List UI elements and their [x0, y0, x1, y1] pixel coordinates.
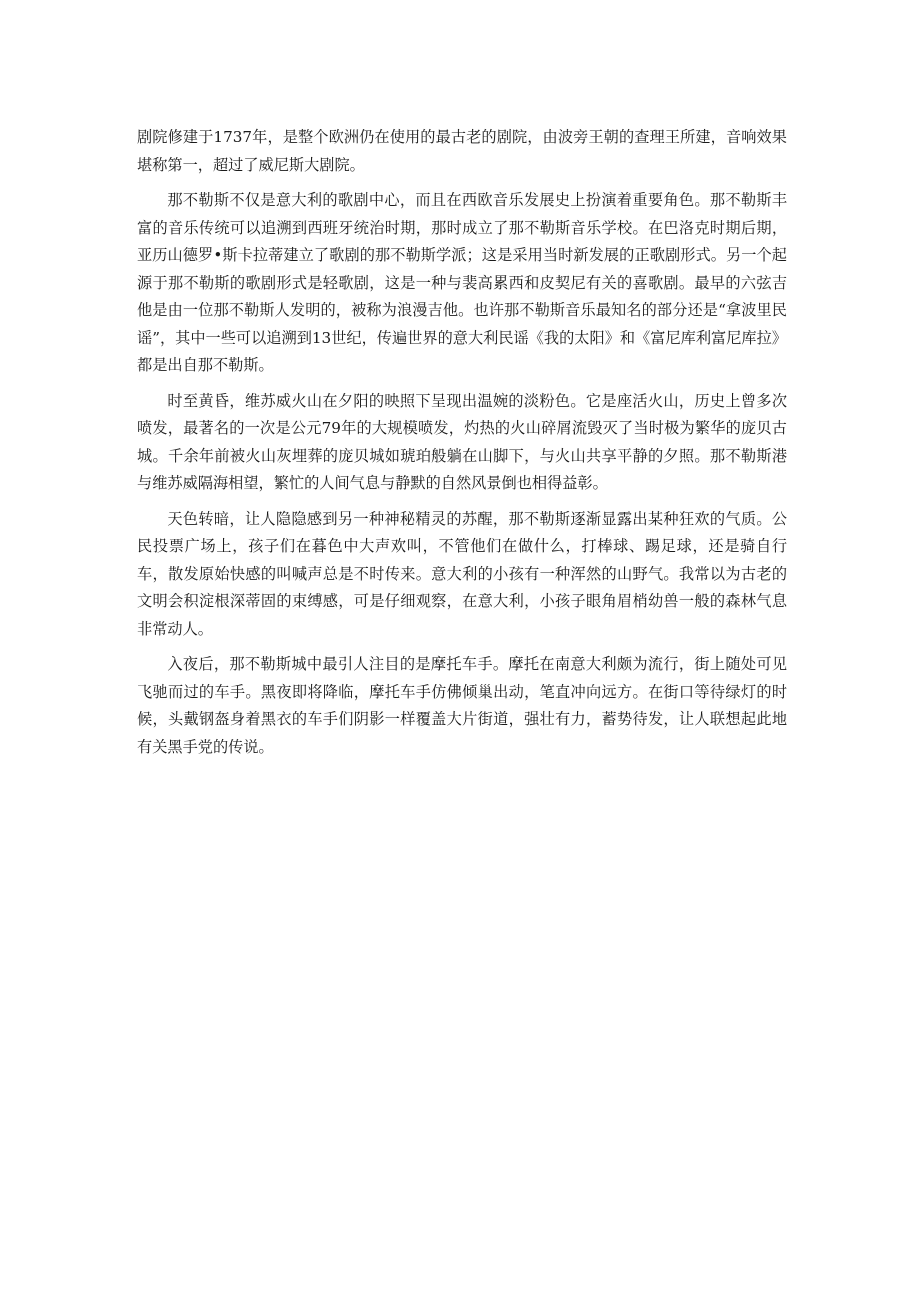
paragraph: 入夜后，那不勒斯城中最引人注目的是摩托车手。摩托在南意大利颇为流行，街上随处可见飞驰而过的车手。黑夜即将降临，摩托车手仿佛倾巢出动，笔直冲向远方。在街口等待绿灯的时候，头戴钢盔身着黑衣的车手们阴影一样覆盖大片街道，强壮有力，蓄势待发，让人联想起此地有关黑手党的传说。 [137, 655, 787, 756]
paragraph: 天色转暗，让人隐隐感到另一种神秘精灵的苏醒，那不勒斯逐渐显露出某种狂欢的气质。公民投票广场上，孩子们在暮色中大声欢叫，不管他们在做什么，打棒球、踢足球，还是骑自行车，散发原始快感的叫喊声总是不时传来。意大利的小孩有一种浑然的山野气。我常以为古老的文明会积淀根深蒂固的束缚感，可是仔细观察，在意大利，小孩子眼角眉梢幼兽一般的森林气息非常动人。 [137, 509, 787, 638]
paragraph: 时至黄昏，维苏威火山在夕阳的映照下呈现出温婉的淡粉色。它是座活火山，历史上曾多次喷发，最著名的一次是公元79年的大规模喷发，灼热的火山碎屑流毁灭了当时极为繁华的庞贝古城。千余年前被火山灰埋葬的庞贝城如琥珀般躺在山脚下，与火山共享平静的夕照。那不勒斯港与维苏威隔海相望，繁忙的人间气息与静默的自然风景倒也相得益彰。 [137, 391, 787, 492]
paragraph: 那不勒斯不仅是意大利的歌剧中心，而且在西欧音乐发展史上扮演着重要角色。那不勒斯丰富的音乐传统可以追溯到西班牙统治时期，那时成立了那不勒斯音乐学校。在巴洛克时期后期，亚历山德罗•斯卡拉蒂建立了歌剧的那不勒斯学派；这是采用当时新发展的正歌剧形式。另一个起源于那不勒斯的歌剧形式是轻歌剧，这是一种与裴高累西和皮契尼有关的喜歌剧。最早的六弦吉他是由一位那不勒斯人发明的，被称为浪漫吉他。也许那不勒斯音乐最知名的部分还是“拿波里民谣”，其中一些可以追溯到13世纪，传遍世界的意大利民谣《我的太阳》和《富尼库利富尼库拉》都是出自那不勒斯。 [137, 191, 787, 374]
paragraph: 剧院修建于1737年，是整个欧洲仍在使用的最古老的剧院，由波旁王朝的查理王所建，音响效果堪称第一，超过了威尼斯大剧院。 [137, 128, 787, 174]
document-body [137, 124, 787, 769]
